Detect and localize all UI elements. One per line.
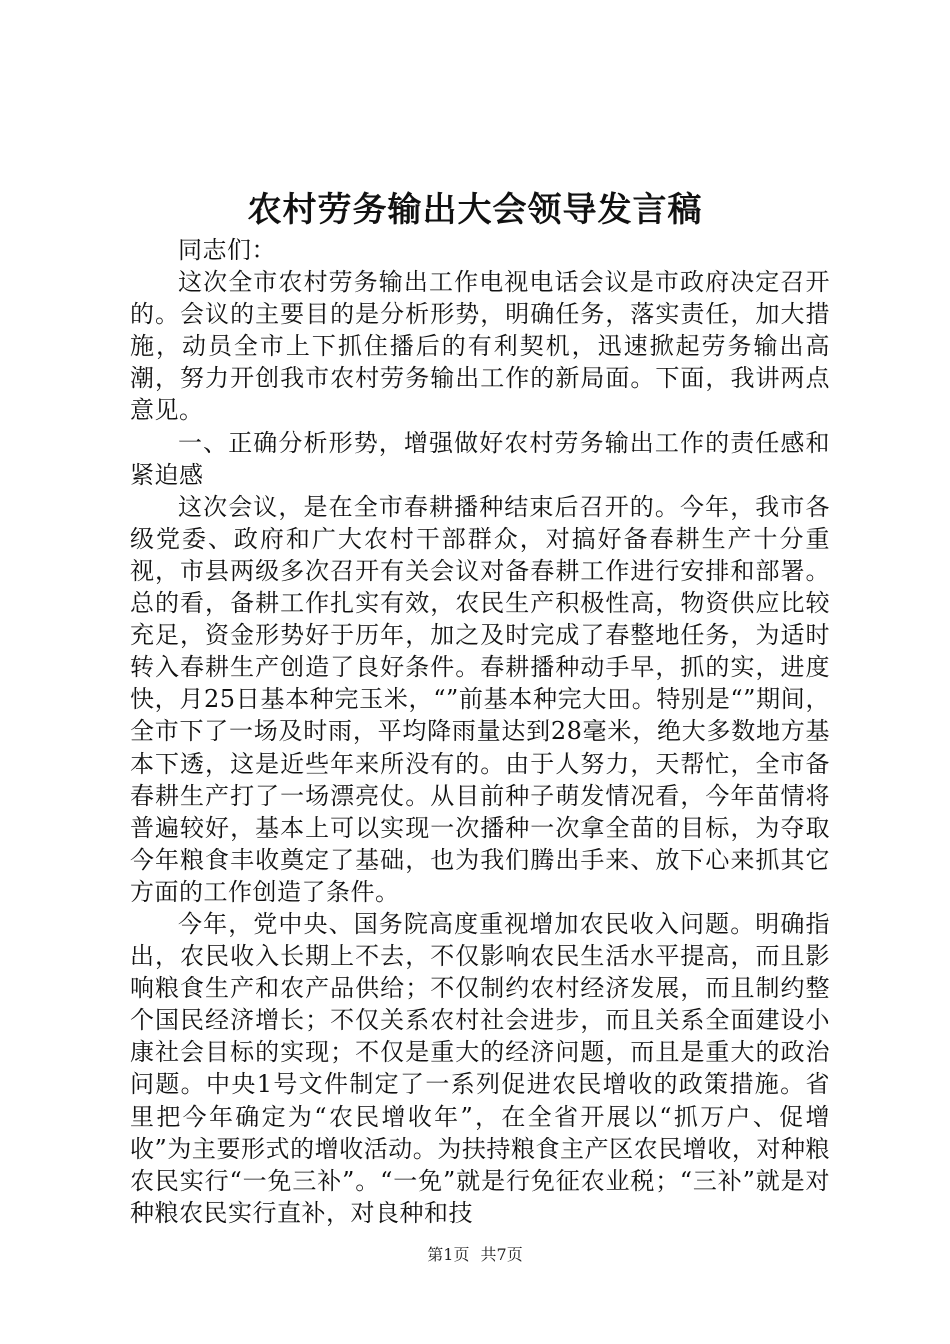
page-footer xyxy=(0,1244,950,1266)
body-paragraph: 今年，党中央、国务院高度重视增加农民收入问题。明确指出，农民收入长期上不去，不仅影响农民生活水平提高，而且影响粮食生产和农产品供给；不仅制约农村经济发展，而且制约整个国民经济增长；不仅关系农村社会进步，而且关系全面建设小康社会目标的实现；不仅是重大的经济问题，而且是重大的政治问题。中央1号文件制定了一系列促进农民增收的政策措施。省里把今年确定为“农民增收年”，在全省开展以“抓万户、促增收”为主要形式的增收活动。为扶持粮食主产区农民增收，对种粮农民实行“一免三补”。“一免”就是行免征农业税；“三补”就是对种粮农民实行直补，对良种和技 xyxy=(130,909,830,1227)
page-total: 共7页 xyxy=(480,1245,523,1264)
body-paragraph: 这次会议，是在全市春耕播种结束后召开的。今年，我市各级党委、政府和广大农村干部群众，对搞好备春耕生产十分重视，市县两级多次召开有关会议对备春耕工作进行安排和部署。总的看，备耕工作扎实有效，农民生产积极性高，物资供应比较充足，资金形势好于历年，加之及时完成了春整地任务，为适时转入春耕生产创造了良好条件。春耕播种动手早，抓的实，进度快，月25日基本种完玉米，“”前基本种完大田。特别是“”期间，全市下了一场及时雨，平均降雨量达到28毫米，绝大多数地方基本下透，这是近些年来所没有的。由于人努力，天帮忙，全市备春耕生产打了一场漂亮仗。从目前种子萌发情况看，今年苗情将普遍较好，基本上可以实现一次播种一次拿全苗的目标，为夺取今年粮食丰收奠定了基础，也为我们腾出手来、放下心来抓其它方面的工作创造了条件。 xyxy=(130,492,830,906)
section-heading: 一、正确分析形势，增强做好农村劳务输出工作的责任感和紧迫感 xyxy=(130,428,830,489)
document-title: 农村劳务输出大会领导发言稿 xyxy=(247,190,703,230)
document-body xyxy=(130,234,830,1229)
salutation-paragraph: 同志们： xyxy=(178,236,276,264)
page-number: 第1页 xyxy=(427,1245,470,1264)
intro-paragraph: 这次全市农村劳务输出工作电视电话会议是市政府决定召开的。会议的主要目的是分析形势，明确任务，落实责任，加大措施，动员全市上下抓住播后的有利契机，迅速掀起劳务输出高潮，努力开创我市农村劳务输出工作的新局面。下面，我讲两点意见。 xyxy=(130,268,830,425)
